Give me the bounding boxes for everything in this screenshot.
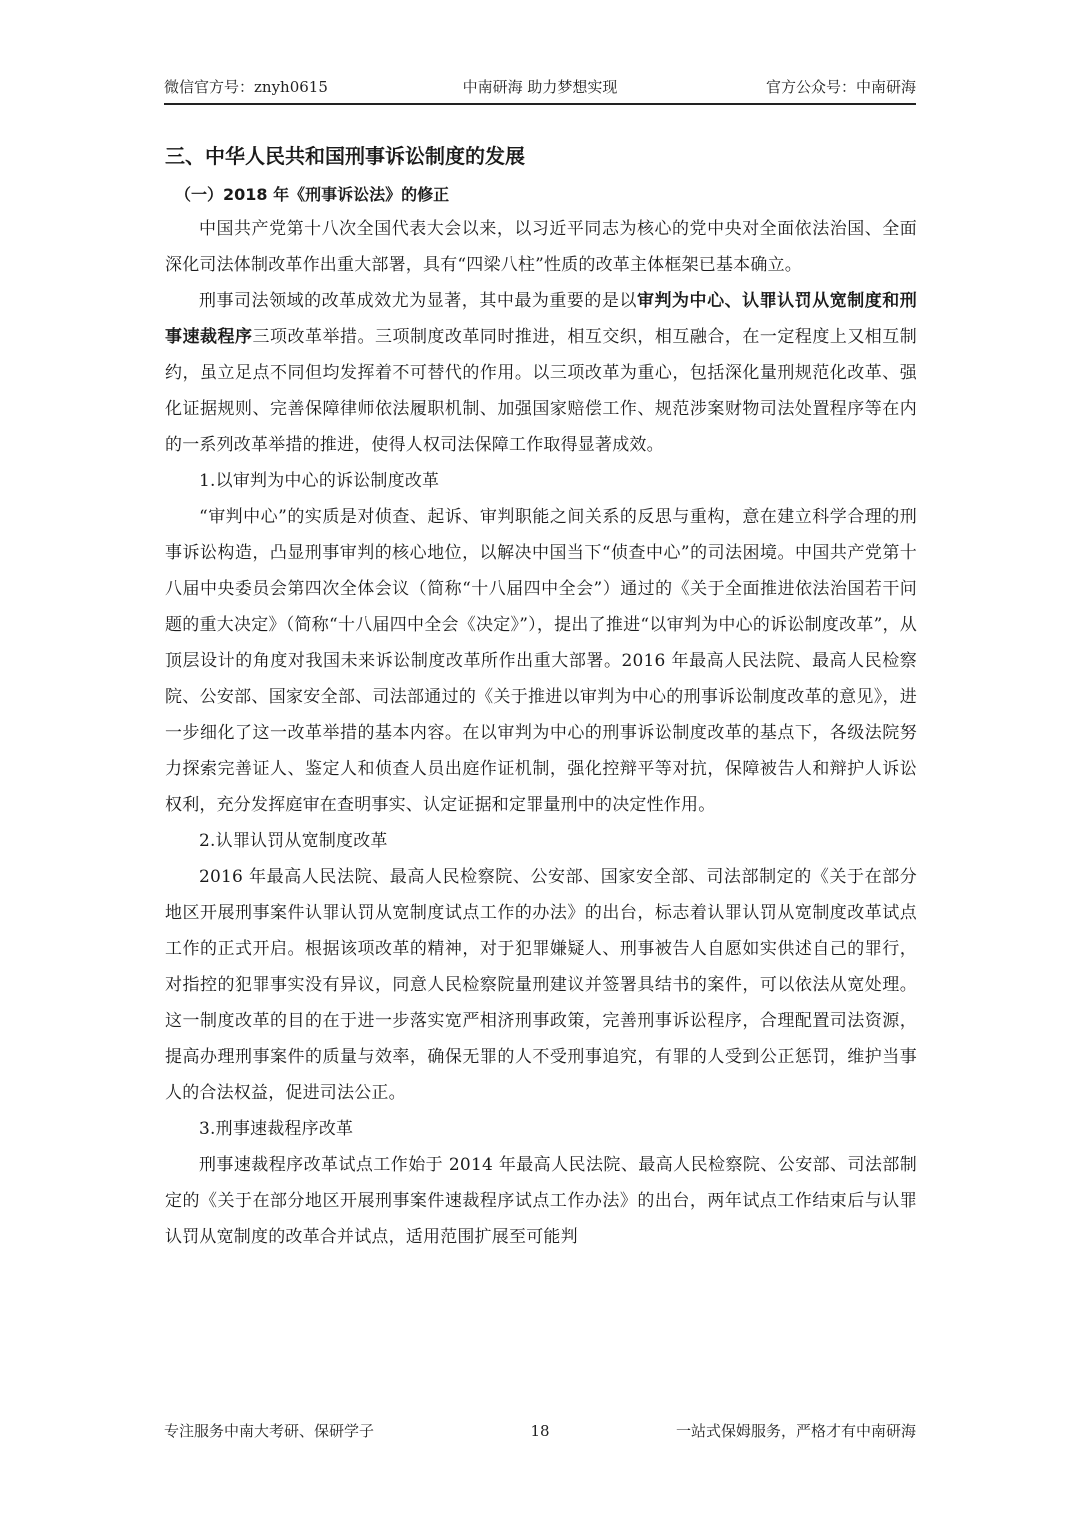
paragraph-intro: 中国共产党第十八次全国代表大会以来，以习近平同志为核心的党中央对全面依法治国、全面深化司法体制改革作出重大部署，具有“四梁八柱”性质的改革主体框架已基本确立。 — [165, 219, 917, 275]
header-official-account: 官方公众号：中南研海 — [765, 78, 916, 96]
paragraph-reforms-lead: 刑事司法领域的改革成效尤为显著，其中最为重要的是以 — [199, 291, 637, 311]
paragraph-reforms-rest: 三项改革举措。三项制度改革同时推进，相互交织，相互融合，在一定程度上又相互制约，虽立足点不同但均发挥着不可替代的作用。以三项改革为重心，包括深化量刑规范化改革、强化证据规则、完善保障律师依法履职机制、加强国家赔偿工作、规范涉案财物司法处置程序等在内的一系列改革举措的推进，使得人权司法保障工作取得显著成效。 — [165, 327, 917, 455]
paragraph-reforms — [165, 283, 917, 463]
item-3-text: 刑事速裁程序改革试点工作始于 2014 年最高人民法院、最高人民检察院、公安部、司法部制定的《关于在部分地区开展刑事案件速裁程序试点工作办法》的出台，两年试点工作结束后与认罪认罚从宽制度的改革合并试点，适用范围扩展至可能判 — [165, 1155, 917, 1247]
item-1-text: “审判中心”的实质是对侦查、起诉、审判职能之间关系的反思与重构，意在建立科学合理的刑事诉讼构造，凸显刑事审判的核心地位，以解决中国当下“侦查中心”的司法困境。中国共产党第十八届中央委员会第四次全体会议（简称“十八届四中全会”）通过的《关于全面推进依法治国若干问题的重大决定》（简称“十八届四中全会《决定》”），提出了推进“以审判为中心的诉讼制度改革”，从顶层设计的角度对我国未来诉讼制度改革所作出重大部署。2016 年最高人民法院、最高人民检察院、公安部、国家安全部、司法部通过的《关于推进以审判为中心的刑事诉讼制度改革的意见》，进一步细化了这一改革举措的基本内容。在以审判为中心的刑事诉讼制度改革的基点下，各级法院努力探索完善证人、鉴定人和侦查人员出庭作证机制，强化控辩平等对抗，保障被告人和辩护人诉讼权利，充分发挥庭审在查明事实、认定证据和定罪量刑中的决定性作用。 — [165, 507, 917, 815]
page-body — [165, 137, 917, 1255]
footer-service-slogan: 一站式保姆服务，严格才有中南研海 — [675, 1422, 916, 1440]
item-2-title: 2.认罪认罚从宽制度改革 — [199, 831, 388, 851]
item-2-text: 2016 年最高人民法院、最高人民检察院、公安部、国家安全部、司法部制定的《关于在部分地区开展刑事案件认罪认罚从宽制度试点工作的办法》的出台，标志着认罪认罚从宽制度改革试点工作的正式开启。根据该项改革的精神，对于犯罪嫌疑人、刑事被告人自愿如实供述自己的罪行，对指控的犯罪事实没有异议，同意人民检察院量刑建议并签署具结书的案件，可以依法从宽处理。这一制度改革的目的在于进一步落实宽严相济刑事政策，完善刑事诉讼程序，合理配置司法资源，提高办理刑事案件的质量与效率，确保无罪的人不受刑事追究，有罪的人受到公正惩罚，维护当事人的合法权益，促进司法公正。 — [165, 867, 917, 1103]
item-1-title: 1.以审判为中心的诉讼制度改革 — [199, 471, 440, 491]
header-divider — [164, 103, 916, 105]
header-wechat-id: 微信官方号：znyh0615 — [164, 78, 328, 96]
subsection-title: （一）2018 年《刑事诉讼法》的修正 — [175, 185, 450, 204]
paragraph-reforms-bold: 审判为中心、认罪认罚从宽制度和刑事速裁程序 — [165, 291, 917, 347]
header-slogan: 中南研海 助力梦想实现 — [462, 78, 618, 96]
footer-tagline: 专注服务中南大考研、保研学子 — [164, 1422, 375, 1440]
item-3-title: 3.刑事速裁程序改革 — [199, 1119, 354, 1139]
page-header — [164, 76, 916, 102]
page-number: 18 — [530, 1422, 550, 1440]
page-footer — [164, 1420, 916, 1444]
section-title: 三、中华人民共和国刑事诉讼制度的发展 — [165, 144, 525, 168]
